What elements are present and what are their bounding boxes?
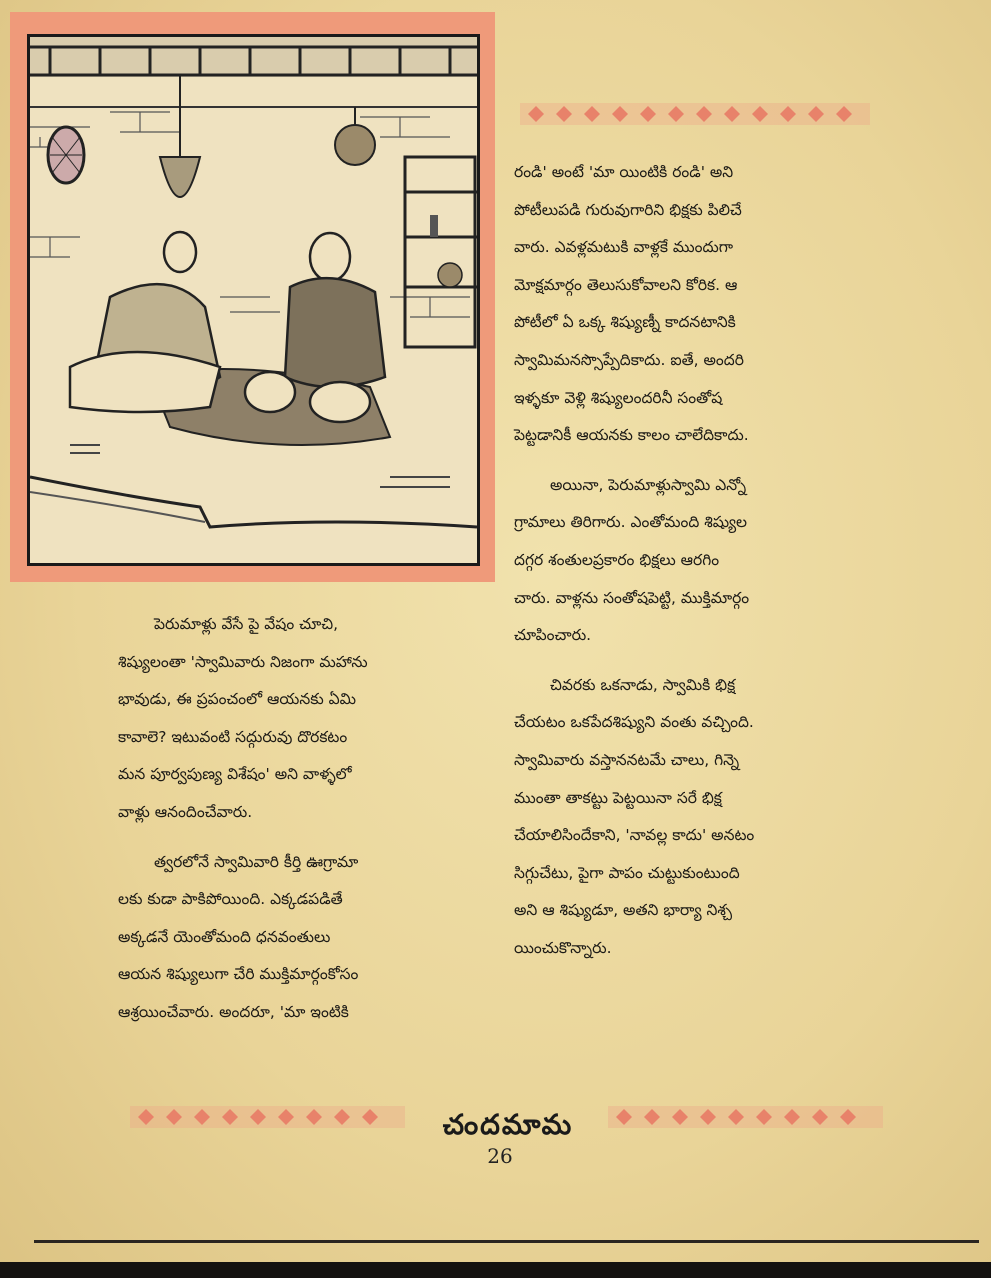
text-line: శిష్యులంతా 'స్వామివారు నిజంగా మహాను — [118, 652, 368, 671]
right-text-column — [514, 154, 914, 967]
text-line: లకు కుడా పాకిపోయింది. ఎక్కడపడితే — [118, 890, 343, 909]
text-line: స్వామిమనస్సొప్పేదికాదు. ఐతే, అందరి — [514, 350, 744, 369]
magazine-title: చందమామ — [442, 1108, 574, 1141]
illustration — [27, 34, 480, 566]
text-line: గ్రామాలు తిరిగారు. ఎంతోమంది శిష్యుల — [514, 513, 748, 532]
text-line: పెట్టడానికీ ఆయనకు కాలం చాలేదికాదు. — [514, 426, 749, 445]
text-line: చివరకు ఒకనాడు, స్వామికి భిక్ష — [550, 675, 736, 694]
left-text-column — [118, 606, 500, 1032]
text-line: ముంతా తాకట్టు పెట్టయినా సరే భిక్ష — [514, 788, 722, 807]
text-line: కావాలె? ఇటువంటి సద్గురువు దొరకటం — [118, 727, 348, 746]
ornament-divider-bottom-left — [130, 1106, 405, 1128]
text-line: పోటీలుపడి గురువుగారిని భిక్షకు పిలిచే — [514, 200, 742, 219]
bottom-band — [0, 1262, 991, 1278]
text-line: అయినా, పెరుమాళ్లుస్వామి ఎన్నో — [550, 475, 747, 494]
text-line: చారు. వాళ్లను సంతోషపెట్టి, ముక్తిమార్గం — [514, 588, 750, 607]
ornament-divider-bottom-right — [608, 1106, 883, 1128]
text-line: అని ఆ శిష్యుడూ, అతని భార్యా నిశ్చ — [514, 901, 733, 920]
text-line: భావుడు, ఈ ప్రపంచంలో ఆయనకు ఏమి — [118, 690, 357, 709]
guru-and-wife-illustration — [30, 37, 477, 563]
text-line: ఇళ్ళకూ వెళ్లి శిష్యులందరినీ సంతోష — [514, 388, 723, 407]
text-line: వాళ్లు ఆనందించేవారు. — [118, 802, 253, 821]
text-line: స్వామివారు వస్తాననటమే చాలు, గిన్నె — [514, 750, 740, 769]
text-line: సిగ్గుచేటు, పైగా పాపం చుట్టుకుంటుంది — [514, 863, 740, 882]
text-line: రండి' అంటే 'మా యింటికి రండి' అని — [514, 163, 734, 181]
text-line: దగ్గర శంతులప్రకారం భిక్షలు ఆరగిం — [514, 550, 720, 569]
text-line: త్వరలోనే స్వామివారి కీర్తి ఊగ్రామా — [154, 852, 359, 871]
text-line: మోక్షమార్గం తెలుసుకోవాలని కోరిక. ఆ — [514, 275, 738, 294]
text-line: ఆశ్రయించేవారు. అందరూ, 'మా ఇంటికి — [118, 1002, 349, 1021]
text-line: మన పూర్వపుణ్య విశేషం' అని వాళ్ళలో — [118, 765, 352, 784]
text-line: అక్కడనే యెంతోమంది ధనవంతులు — [118, 927, 331, 946]
text-line: యించుకొన్నారు. — [514, 938, 612, 957]
bottom-rule — [34, 1240, 979, 1243]
text-line: చూపించారు. — [514, 626, 592, 645]
illustration-frame — [10, 12, 495, 582]
ornament-divider-top — [520, 103, 870, 125]
page-number: 26 — [487, 1144, 513, 1168]
text-line: పెరుమాళ్లు వేసే పై వేషం చూచి, — [154, 615, 339, 633]
text-line: ఆయన శిష్యులుగా చేరి ముక్తిమార్గంకోసం — [118, 965, 359, 984]
text-line: వారు. ఎవళ్లమటుకి వాళ్లకే ముందుగా — [514, 238, 734, 257]
text-line: చేయాలిసిందేకాని, 'నావల్ల కాదు' అనటం — [514, 826, 755, 845]
text-line: చేయటం ఒకపేదశిష్యుని వంతు వచ్చింది. — [514, 713, 754, 732]
text-line: పోటీలో ఏ ఒక్క శిష్యుణ్నీ కాదనటానికి — [514, 313, 736, 332]
